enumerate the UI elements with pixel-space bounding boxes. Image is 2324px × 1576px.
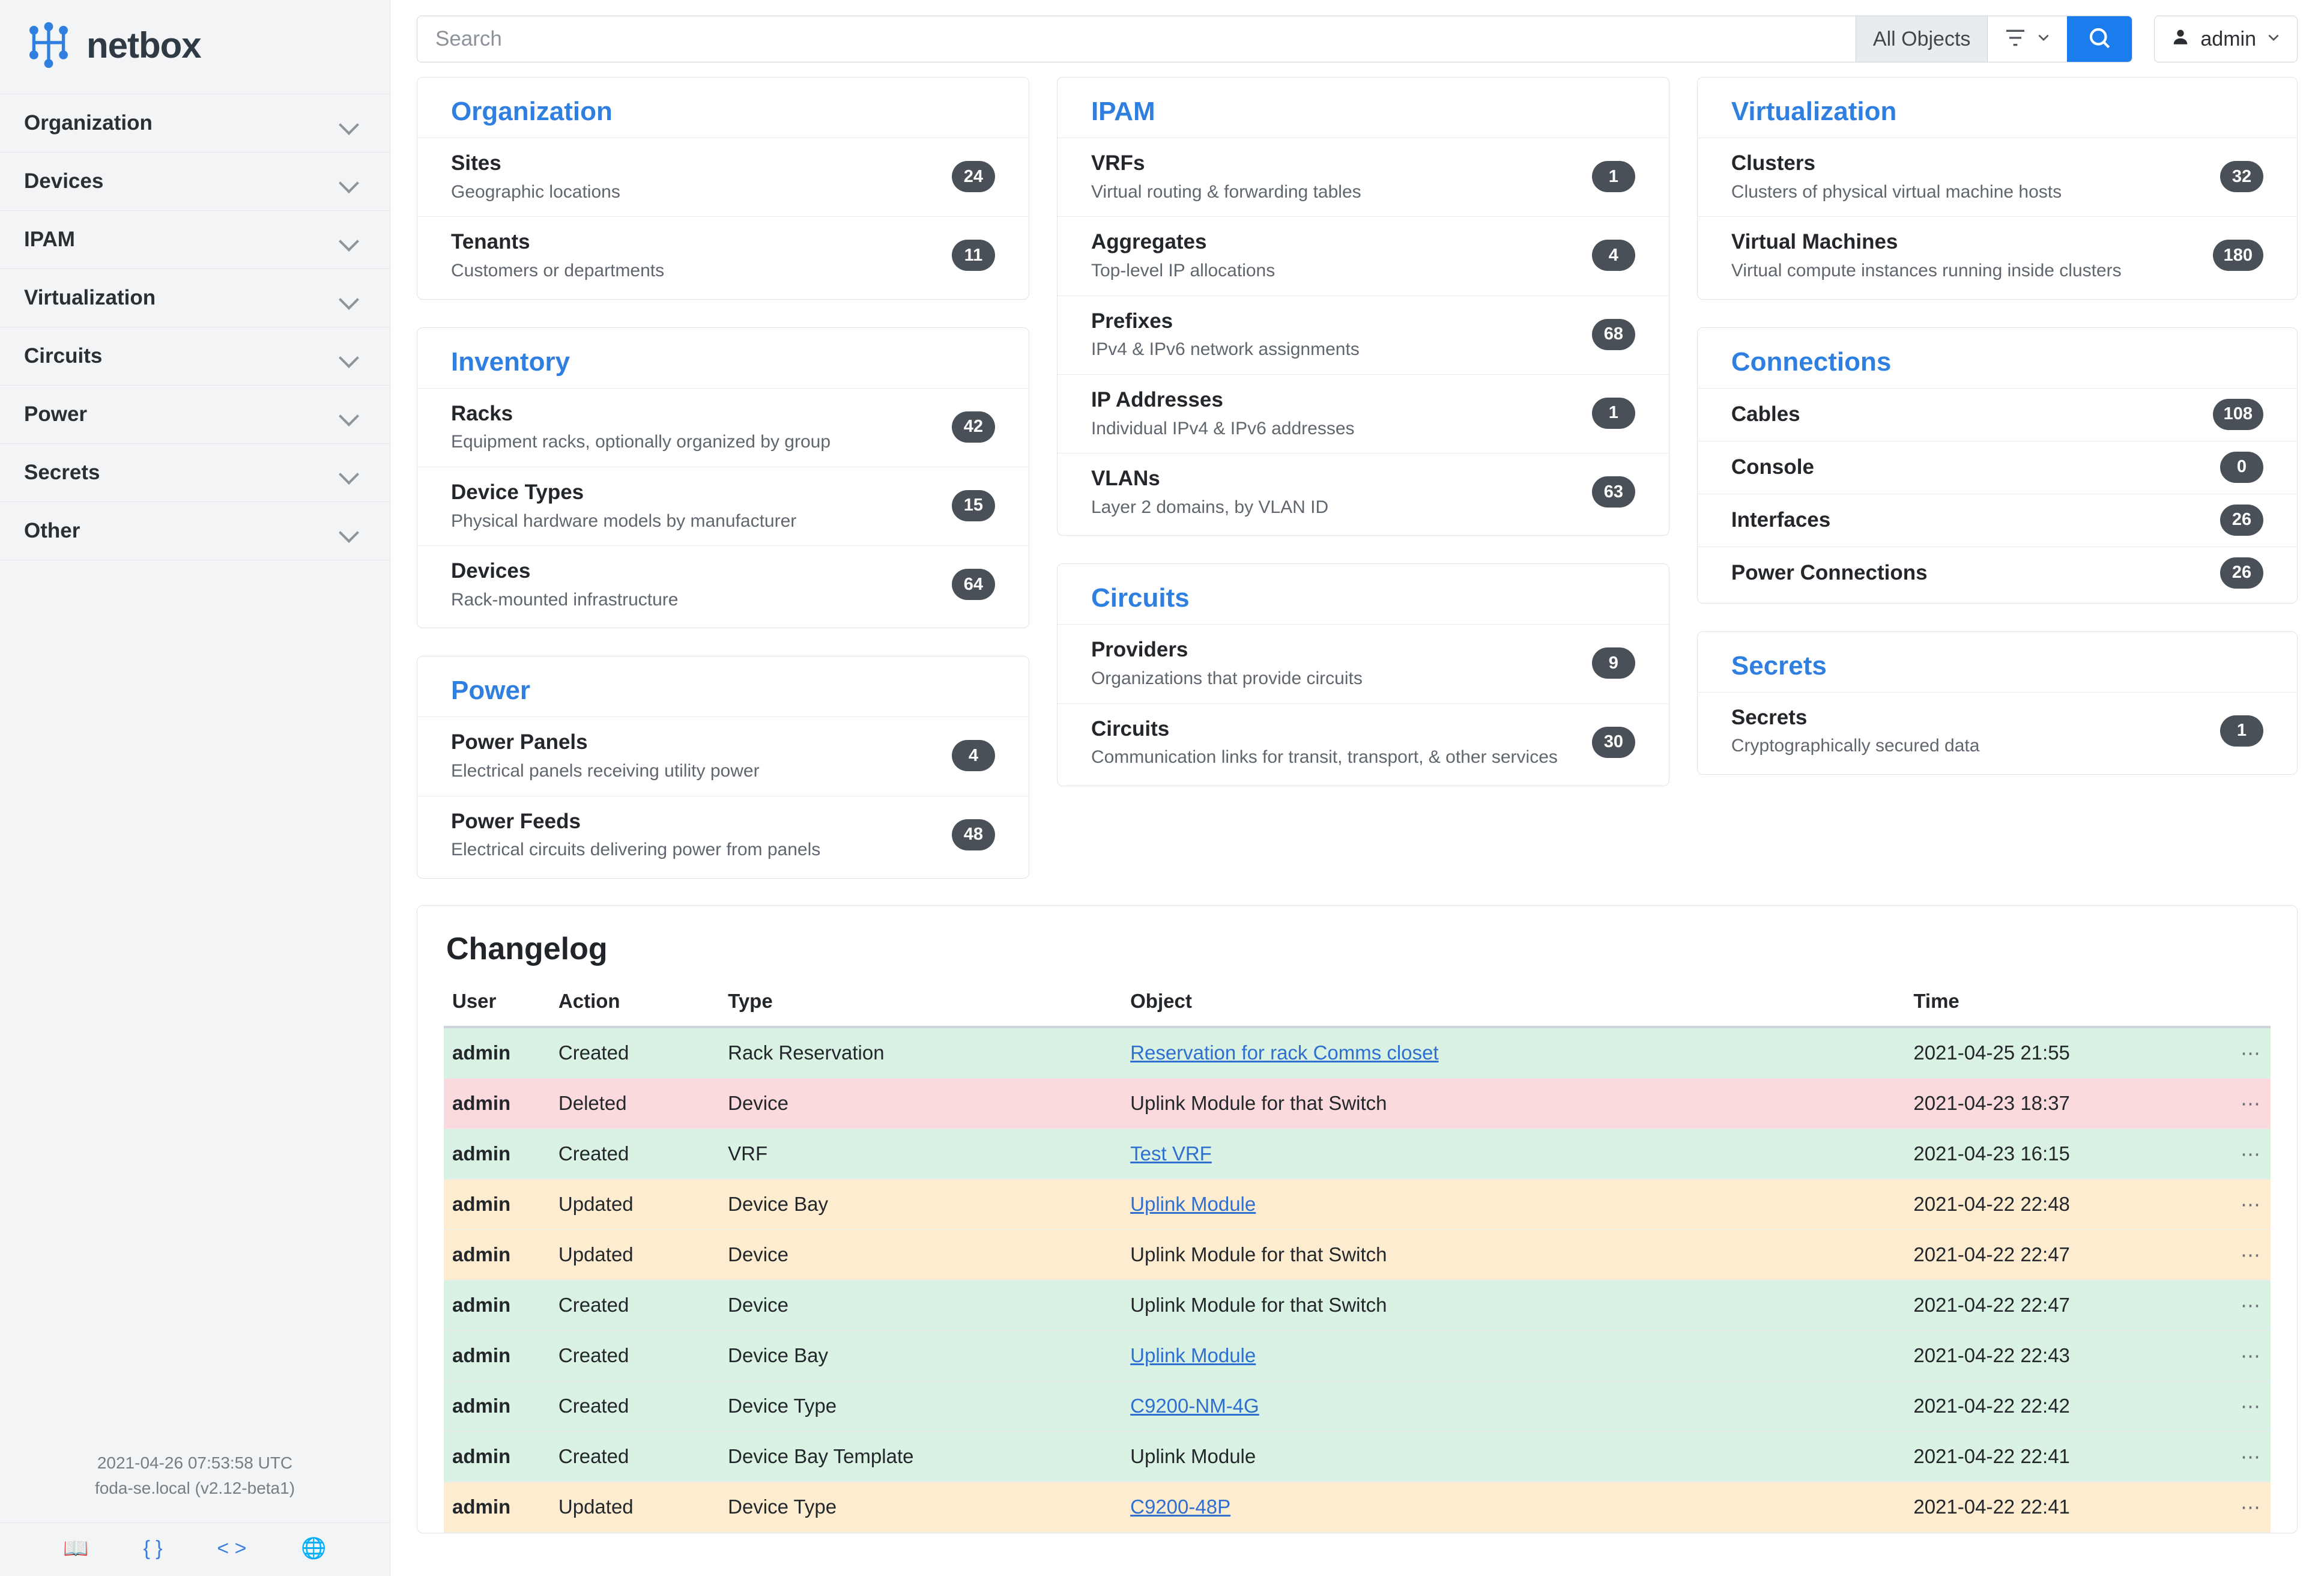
row-description: Individual IPv4 & IPv6 addresses xyxy=(1091,418,1355,438)
panel-row-aggregates[interactable] xyxy=(1058,216,1669,295)
table-row[interactable] xyxy=(444,1381,2271,1431)
cell-user: admin xyxy=(444,1179,550,1229)
sidebar-item-virtualization[interactable] xyxy=(0,268,390,327)
row-description: Rack-mounted infrastructure xyxy=(451,589,679,610)
dashboard-column-left xyxy=(417,77,1029,879)
panel-title: Connections xyxy=(1731,347,1892,377)
chevron-down-icon xyxy=(2266,28,2281,51)
sidebar-item-label: Other xyxy=(24,519,80,542)
sidebar-item-secrets[interactable] xyxy=(0,443,390,502)
panel-row-power-feeds[interactable] xyxy=(417,796,1029,874)
row-label: Power Panels xyxy=(451,730,588,754)
panel-row-providers[interactable] xyxy=(1058,624,1669,703)
row-description: Communication links for transit, transport, & other services xyxy=(1091,747,1558,768)
panel-title: Inventory xyxy=(451,347,570,377)
panel-power xyxy=(417,656,1029,879)
row-label: VLANs xyxy=(1091,467,1160,490)
panel-row-vrfs[interactable] xyxy=(1058,138,1669,216)
cell-user: admin xyxy=(444,1330,550,1381)
sidebar-item-other[interactable] xyxy=(0,502,390,560)
cell-time: 2021-04-22 22:47 xyxy=(1905,1280,2232,1330)
row-menu-button[interactable]: ⋯ xyxy=(2232,1027,2271,1079)
row-label: Tenants xyxy=(451,230,530,254)
row-count-badge: 30 xyxy=(1592,727,1635,758)
chevron-down-icon xyxy=(2036,30,2051,49)
panel-row-console[interactable] xyxy=(1698,441,2297,494)
sidebar-item-circuits[interactable] xyxy=(0,327,390,385)
row-label: Aggregates xyxy=(1091,230,1207,254)
row-description: Layer 2 domains, by VLAN ID xyxy=(1091,497,1329,517)
row-label: Cables xyxy=(1731,402,1800,426)
object-link[interactable]: Test VRF xyxy=(1130,1142,1212,1165)
row-description: Organizations that provide circuits xyxy=(1091,668,1363,688)
user-icon xyxy=(2170,26,2191,52)
cell-action: Created xyxy=(550,1129,719,1179)
search-filter-button[interactable] xyxy=(1987,16,2067,62)
brand-name: netbox xyxy=(86,25,201,65)
dashboard-columns xyxy=(417,77,2298,879)
cell-action: Updated xyxy=(550,1229,719,1280)
panel-row-clusters[interactable] xyxy=(1698,138,2297,216)
column-header-user: User xyxy=(444,985,550,1027)
row-count-badge: 4 xyxy=(952,740,995,771)
sidebar-item-label: Secrets xyxy=(24,461,100,484)
changelog-panel xyxy=(417,905,2298,1533)
cell-time: 2021-04-25 21:55 xyxy=(1905,1027,2232,1079)
chevron-down-icon xyxy=(340,289,359,307)
row-count-badge: 9 xyxy=(1592,647,1635,679)
sidebar-item-devices[interactable] xyxy=(0,152,390,210)
row-count-badge: 180 xyxy=(2213,240,2263,271)
table-row[interactable] xyxy=(444,1229,2271,1280)
row-label: Power Connections xyxy=(1731,560,1928,584)
row-label: Sites xyxy=(451,151,501,175)
dashboard xyxy=(390,74,2324,1533)
row-count-badge: 32 xyxy=(2220,161,2263,192)
sidebar-item-power[interactable] xyxy=(0,385,390,443)
panel-row-virtual-machines[interactable] xyxy=(1698,216,2297,295)
changelog-title: Changelog xyxy=(446,931,608,966)
panel-secrets xyxy=(1697,631,2298,775)
sidebar-footer xyxy=(0,1450,390,1576)
object-link[interactable]: C9200-NM-4G xyxy=(1130,1395,1259,1417)
row-count-badge: 68 xyxy=(1592,319,1635,350)
row-count-badge: 26 xyxy=(2220,557,2263,589)
table-row[interactable] xyxy=(444,1027,2271,1079)
panel-title: IPAM xyxy=(1091,97,1155,126)
row-description: Customers or departments xyxy=(451,261,665,280)
row-label: Interfaces xyxy=(1731,508,1831,532)
panel-title: Circuits xyxy=(1091,583,1190,613)
sidebar-item-label: Circuits xyxy=(24,344,103,368)
sidebar-item-ipam[interactable] xyxy=(0,210,390,268)
row-menu-button[interactable]: ⋯ xyxy=(2232,1179,2271,1229)
cell-action: Created xyxy=(550,1027,719,1079)
cell-user: admin xyxy=(444,1381,550,1431)
row-count-badge: 15 xyxy=(952,490,995,521)
row-label: Providers xyxy=(1091,638,1188,662)
cell-type: Device Bay xyxy=(719,1330,1122,1381)
cell-type: Device xyxy=(719,1229,1122,1280)
object-link[interactable]: Reservation for rack Comms closet xyxy=(1130,1041,1439,1064)
user-menu-label: admin xyxy=(2200,27,2256,50)
changelog-table xyxy=(444,985,2271,1533)
row-count-badge: 1 xyxy=(2220,715,2263,747)
cell-user: admin xyxy=(444,1280,550,1330)
footer-icon-bar xyxy=(0,1523,390,1576)
cell-time: 2021-04-22 22:42 xyxy=(1905,1381,2232,1431)
panel-organization xyxy=(417,77,1029,300)
search-icon xyxy=(2087,25,2112,53)
column-header-time: Time xyxy=(1905,985,2232,1027)
panel-title: Virtualization xyxy=(1731,97,1897,126)
row-description: Virtual compute instances running inside clusters xyxy=(1731,261,2122,280)
row-menu-button[interactable]: ⋯ xyxy=(2232,1482,2271,1532)
row-count-badge: 1 xyxy=(1592,161,1635,192)
cell-object: Uplink Module xyxy=(1122,1431,1905,1482)
braces-icon[interactable]: { } xyxy=(143,1536,163,1560)
row-menu-button[interactable]: ⋯ xyxy=(2232,1280,2271,1330)
cell-user: admin xyxy=(444,1129,550,1179)
table-row[interactable] xyxy=(444,1129,2271,1179)
row-count-badge: 26 xyxy=(2220,505,2263,536)
panel-row-sites[interactable] xyxy=(417,138,1029,216)
row-label: Secrets xyxy=(1731,705,1808,729)
cell-object[interactable] xyxy=(1122,1179,1905,1229)
panel-row-power-panels[interactable] xyxy=(417,717,1029,795)
cell-type: Device xyxy=(719,1078,1122,1129)
row-description: Cryptographically secured data xyxy=(1731,736,1980,756)
chevron-down-icon xyxy=(340,231,359,249)
panel-virtualization xyxy=(1697,77,2298,300)
row-count-badge: 0 xyxy=(2220,452,2263,483)
cell-type: VRF xyxy=(719,1129,1122,1179)
search-bar xyxy=(417,16,2132,62)
row-count-badge: 24 xyxy=(952,161,995,192)
panel-row-cables[interactable] xyxy=(1698,388,2297,441)
row-label: IP Addresses xyxy=(1091,387,1223,411)
table-row[interactable] xyxy=(444,1330,2271,1381)
changelog-header xyxy=(444,985,2271,1027)
table-row[interactable] xyxy=(444,1482,2271,1532)
cell-action: Created xyxy=(550,1431,719,1482)
panel-title: Power xyxy=(451,676,531,706)
search-input[interactable] xyxy=(417,16,1856,62)
row-label: VRFs xyxy=(1091,151,1145,175)
panel-row-ip-addresses[interactable] xyxy=(1058,374,1669,453)
brand[interactable] xyxy=(0,0,390,88)
cell-type: Device Type xyxy=(719,1482,1122,1532)
cell-time: 2021-04-22 22:43 xyxy=(1905,1330,2232,1381)
search-submit-button[interactable] xyxy=(2067,16,2132,62)
main-content xyxy=(390,0,2324,1576)
row-description: Virtual routing & forwarding tables xyxy=(1091,181,1361,202)
row-count-badge: 64 xyxy=(952,569,995,600)
cell-time: 2021-04-22 22:41 xyxy=(1905,1431,2232,1482)
chevron-down-icon xyxy=(340,405,359,423)
row-label: Device Types xyxy=(451,480,584,504)
cell-object[interactable] xyxy=(1122,1482,1905,1532)
column-header-type: Type xyxy=(719,985,1122,1027)
footer-meta xyxy=(0,1450,390,1523)
search-scope-label: All Objects xyxy=(1872,27,1971,50)
row-count-badge: 42 xyxy=(952,411,995,443)
panel-title: Organization xyxy=(451,97,613,126)
row-description: IPv4 & IPv6 network assignments xyxy=(1091,339,1360,360)
cell-type: Rack Reservation xyxy=(719,1027,1122,1079)
search-scope-selector[interactable] xyxy=(1856,16,1988,62)
panel-ipam xyxy=(1057,77,1669,536)
cell-action: Deleted xyxy=(550,1078,719,1129)
row-menu-button[interactable]: ⋯ xyxy=(2232,1330,2271,1381)
panel-row-device-types[interactable] xyxy=(417,467,1029,545)
table-row[interactable] xyxy=(444,1179,2271,1229)
panel-row-racks[interactable] xyxy=(417,388,1029,467)
panel-row-tenants[interactable] xyxy=(417,216,1029,295)
user-menu-button[interactable] xyxy=(2154,16,2298,62)
panel-row-prefixes[interactable] xyxy=(1058,296,1669,374)
topbar xyxy=(390,0,2324,74)
object-link[interactable]: Uplink Module xyxy=(1130,1344,1256,1367)
row-label: Circuits xyxy=(1091,717,1170,741)
netbox-logo-icon xyxy=(24,20,73,70)
row-description: Electrical circuits delivering power from panels xyxy=(451,840,821,860)
footer-timestamp: 2021-04-26 07:53:58 UTC xyxy=(97,1453,293,1472)
cell-action: Created xyxy=(550,1330,719,1381)
cell-type: Device xyxy=(719,1280,1122,1330)
panel-circuits xyxy=(1057,563,1669,786)
row-label: Power Feeds xyxy=(451,809,581,833)
row-label: Virtual Machines xyxy=(1731,230,1898,254)
column-header-actions xyxy=(2232,985,2271,1027)
book-icon[interactable]: 📖 xyxy=(63,1537,89,1560)
cell-user: admin xyxy=(444,1027,550,1079)
dashboard-column-right xyxy=(1697,77,2298,775)
cell-object[interactable] xyxy=(1122,1129,1905,1179)
cell-object[interactable] xyxy=(1122,1330,1905,1381)
row-count-badge: 11 xyxy=(952,240,995,271)
footer-host-version: foda-se.local (v2.12-beta1) xyxy=(94,1479,295,1497)
column-header-object: Object xyxy=(1122,985,1905,1027)
cell-time: 2021-04-22 22:47 xyxy=(1905,1229,2232,1280)
cell-type: Device Bay Template xyxy=(719,1431,1122,1482)
cell-time: 2021-04-22 22:48 xyxy=(1905,1179,2232,1229)
row-count-badge: 63 xyxy=(1592,476,1635,508)
panel-row-circuits[interactable] xyxy=(1058,703,1669,782)
panel-inventory xyxy=(417,327,1029,629)
sidebar-item-label: Power xyxy=(24,402,88,426)
sidebar xyxy=(0,0,390,1576)
row-count-badge: 48 xyxy=(952,819,995,850)
chevron-down-icon xyxy=(340,114,359,132)
row-description: Geographic locations xyxy=(451,181,620,202)
cell-action: Created xyxy=(550,1280,719,1330)
cell-type: Device Type xyxy=(719,1381,1122,1431)
row-description: Equipment racks, optionally organized by group xyxy=(451,432,831,452)
table-row[interactable] xyxy=(444,1078,2271,1129)
row-description: Clusters of physical virtual machine hosts xyxy=(1731,181,2062,202)
row-label: Prefixes xyxy=(1091,309,1173,333)
cell-object[interactable] xyxy=(1122,1381,1905,1431)
code-icon[interactable]: < > xyxy=(217,1536,247,1560)
row-description: Electrical panels receiving utility power xyxy=(451,761,760,781)
row-label: Console xyxy=(1731,455,1814,479)
cell-action: Updated xyxy=(550,1179,719,1229)
globe-icon[interactable]: 🌐 xyxy=(301,1537,327,1560)
panel-row-secrets[interactable] xyxy=(1698,692,2297,771)
changelog-body xyxy=(444,1027,2271,1533)
row-menu-button[interactable]: ⋯ xyxy=(2232,1229,2271,1280)
chevron-down-icon xyxy=(340,522,359,540)
cell-user: admin xyxy=(444,1431,550,1482)
row-count-badge: 4 xyxy=(1592,240,1635,271)
row-menu-button[interactable]: ⋯ xyxy=(2232,1129,2271,1179)
cell-object: Uplink Module for that Switch xyxy=(1122,1280,1905,1330)
sidebar-item-label: Organization xyxy=(24,111,153,135)
row-menu-button[interactable]: ⋯ xyxy=(2232,1078,2271,1129)
chevron-down-icon xyxy=(340,172,359,190)
filter-icon xyxy=(2003,26,2027,53)
panel-row-devices[interactable] xyxy=(417,545,1029,624)
sidebar-item-organization[interactable] xyxy=(0,94,390,152)
cell-time: 2021-04-22 22:41 xyxy=(1905,1482,2232,1532)
table-row[interactable] xyxy=(444,1431,2271,1482)
cell-time: 2021-04-23 18:37 xyxy=(1905,1078,2232,1129)
row-menu-button[interactable]: ⋯ xyxy=(2232,1431,2271,1482)
cell-action: Updated xyxy=(550,1482,719,1532)
sidebar-item-label: Virtualization xyxy=(24,286,156,309)
row-count-badge: 108 xyxy=(2213,399,2263,430)
row-description: Physical hardware models by manufacturer xyxy=(451,511,797,531)
object-link[interactable]: C9200-48P xyxy=(1130,1496,1231,1518)
cell-user: admin xyxy=(444,1482,550,1532)
cell-user: admin xyxy=(444,1229,550,1280)
row-count-badge: 1 xyxy=(1592,398,1635,429)
cell-type: Device Bay xyxy=(719,1179,1122,1229)
panel-connections xyxy=(1697,327,2298,604)
sidebar-item-label: Devices xyxy=(24,169,104,193)
column-header-action: Action xyxy=(550,985,719,1027)
row-menu-button[interactable]: ⋯ xyxy=(2232,1381,2271,1431)
row-label: Clusters xyxy=(1731,151,1815,175)
row-label: Racks xyxy=(451,401,513,425)
panel-row-power-connections[interactable] xyxy=(1698,547,2297,599)
row-description: Top-level IP allocations xyxy=(1091,261,1275,280)
table-row[interactable] xyxy=(444,1280,2271,1330)
panel-row-vlans[interactable] xyxy=(1058,453,1669,532)
cell-time: 2021-04-23 16:15 xyxy=(1905,1129,2232,1179)
row-label: Devices xyxy=(451,559,531,583)
cell-action: Created xyxy=(550,1381,719,1431)
chevron-down-icon xyxy=(340,464,359,482)
cell-object: Uplink Module for that Switch xyxy=(1122,1078,1905,1129)
sidebar-item-label: IPAM xyxy=(24,228,75,251)
object-link[interactable]: Uplink Module xyxy=(1130,1193,1256,1216)
dashboard-column-middle xyxy=(1057,77,1669,786)
cell-object[interactable] xyxy=(1122,1027,1905,1079)
chevron-down-icon xyxy=(340,347,359,365)
panel-title: Secrets xyxy=(1731,650,1827,680)
sidebar-nav xyxy=(0,94,390,560)
panel-row-interfaces[interactable] xyxy=(1698,494,2297,547)
cell-user: admin xyxy=(444,1078,550,1129)
cell-object: Uplink Module for that Switch xyxy=(1122,1229,1905,1280)
